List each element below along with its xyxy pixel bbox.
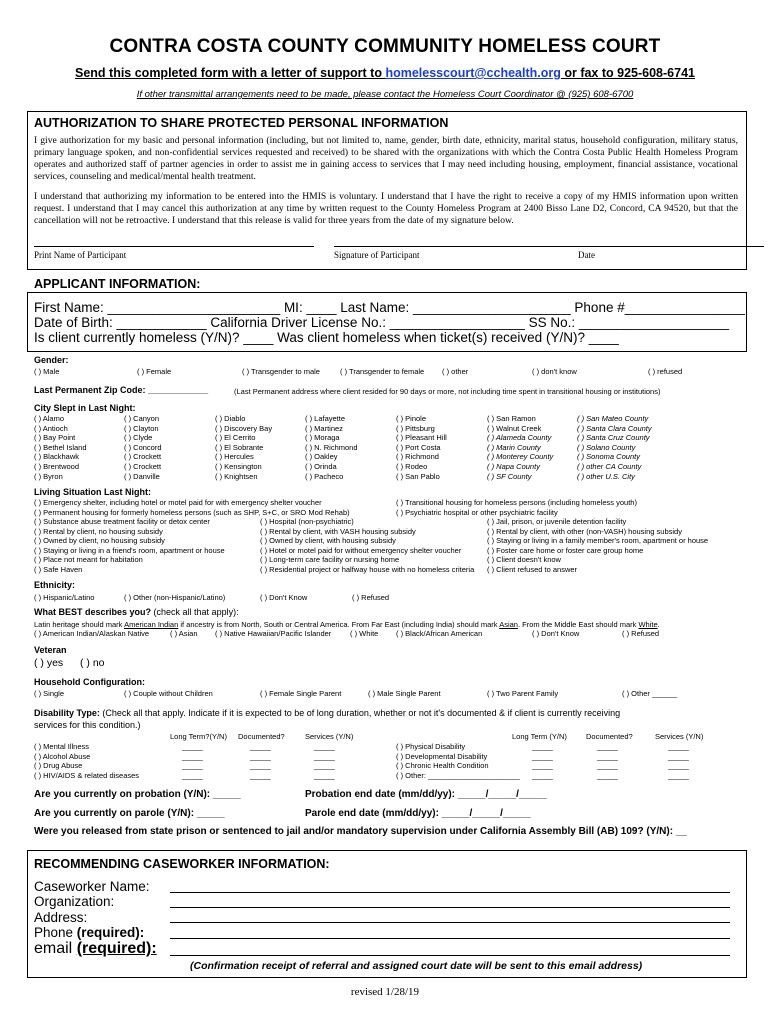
address-line[interactable]	[170, 922, 730, 923]
city-option[interactable]: ( ) Blackhawk	[34, 452, 80, 462]
living-option[interactable]: ( ) Staying or living in a friend's room, apartment or house	[34, 546, 225, 555]
city-option[interactable]: ( ) Napa County	[487, 461, 540, 471]
disability-right-list[interactable]	[396, 742, 520, 780]
living-option[interactable]: ( ) Permanent housing for formerly homeless persons (such as SHP, S+C, or SRO Mod Rehab)	[34, 508, 350, 517]
disability-header-left-long-term: Long Term?(Y/N)	[170, 732, 227, 741]
city-option[interactable]: ( ) El Cerrito	[215, 433, 256, 443]
caseworker-name-line[interactable]	[170, 892, 730, 893]
city-option[interactable]: ( ) Monterey County	[487, 452, 554, 462]
parole-field[interactable]: Are you currently on parole (Y/N): _____	[34, 808, 225, 819]
authorization-title: AUTHORIZATION TO SHARE PROTECTED PERSONAL INFORMATION	[34, 116, 449, 130]
city-option[interactable]: ( ) Walnut Creek	[487, 423, 542, 433]
city-option[interactable]: ( ) Bethel Island	[34, 442, 87, 452]
living-option[interactable]: ( ) Transitional housing for homeless persons (including homeless youth)	[396, 498, 637, 507]
city-option[interactable]: ( ) Pleasant Hill	[396, 433, 447, 443]
disability-option[interactable]: ( ) Drug Abuse	[34, 761, 83, 771]
disability-left-long-term-blanks[interactable]	[182, 742, 203, 780]
gender-option-refused[interactable]: ( ) refused	[648, 367, 683, 376]
city-option[interactable]: ( ) Knightsen	[215, 471, 258, 481]
veteran-yes[interactable]: ( ) yes	[34, 657, 64, 669]
race-note-text: . From the Middle East should mark	[517, 620, 639, 629]
household-option[interactable]: ( ) Male Single Parent	[368, 689, 441, 698]
signature-label: Signature of Participant	[334, 250, 420, 260]
probation-end-field[interactable]: Probation end date (mm/dd/yy): _____/_____/_____	[305, 789, 547, 800]
disability-right-services-blanks[interactable]	[668, 742, 689, 780]
revised-date: revised 1/28/19	[350, 986, 420, 998]
disability-row-1	[34, 708, 620, 718]
city-option[interactable]: ( ) Oakley	[305, 452, 338, 462]
city-column-7[interactable]	[577, 414, 652, 481]
city-column-1[interactable]	[34, 414, 87, 481]
city-option[interactable]: ( ) Byron	[34, 471, 63, 481]
city-option[interactable]: ( ) Pacheco	[305, 471, 344, 481]
city-option[interactable]: ( ) Danville	[124, 471, 160, 481]
blank[interactable]: _____	[668, 770, 689, 780]
print-name-label: Print Name of Participant	[34, 250, 127, 260]
race-option[interactable]: ( ) White	[350, 629, 379, 638]
city-option[interactable]: ( ) San Mateo County	[577, 414, 649, 423]
city-option[interactable]: ( ) Clyde	[124, 433, 153, 443]
email-label	[34, 940, 157, 958]
living-option[interactable]: ( ) Owned by client, no housing subsidy	[34, 536, 165, 545]
print-name-line[interactable]	[34, 246, 314, 247]
race-title: What BEST describes you?	[34, 607, 152, 617]
caseworker-name-label: Caseworker Name:	[34, 879, 150, 894]
disability-option[interactable]: ( ) Developmental Disability	[396, 751, 488, 761]
city-option[interactable]: ( ) Antioch	[34, 423, 68, 433]
city-option[interactable]: ( ) Richmond	[396, 452, 439, 462]
blank[interactable]: _____	[597, 751, 618, 761]
blank[interactable]: _____	[532, 742, 553, 751]
date-line[interactable]	[574, 246, 764, 247]
city-option[interactable]: ( ) Alameda County	[487, 433, 552, 443]
blank[interactable]: _____	[532, 751, 553, 761]
gender-option-male[interactable]: ( ) Male	[34, 367, 60, 376]
phone-required: (required):	[76, 925, 145, 940]
city-title: City Slept in Last Night:	[34, 403, 136, 413]
race-note-text: Latin heritage should mark	[34, 620, 125, 629]
disability-option[interactable]: ( ) Chronic Health Condition	[396, 761, 489, 771]
disability-option[interactable]: ( ) Mental Illness	[34, 742, 90, 751]
probation-field[interactable]: Are you currently on probation (Y/N): _____	[34, 789, 241, 800]
city-option[interactable]: ( ) Port Costa	[396, 442, 441, 452]
living-option[interactable]: ( ) Residential project or halfway house with no homeless criteria	[260, 565, 475, 574]
gender-option-female[interactable]: ( ) Female	[137, 367, 172, 376]
living-option[interactable]: ( ) Rental by client, no housing subsidy	[34, 527, 163, 536]
email-link[interactable]: homelesscourt@cchealth.org	[385, 66, 561, 80]
applicant-title: APPLICANT INFORMATION:	[34, 277, 201, 291]
disability-desc: (Check all that apply. Indicate if it is expected to be of long duration, whether or not it's documented & if client is currently receiving	[99, 708, 621, 718]
blank[interactable]: _____	[250, 770, 271, 780]
parole-end-field[interactable]: Parole end date (mm/dd/yy): _____/_____/_____	[305, 808, 531, 819]
instructions-post: or fax to 925-608-6741	[560, 66, 695, 80]
city-option[interactable]: ( ) Bay Point	[34, 433, 76, 443]
applicant-row-3[interactable]: Is client currently homeless (Y/N)? ____ Was client homeless when ticket(s) received (Y/N)? ____	[34, 330, 619, 345]
coordinator-note: If other transmittal arrangements need to be made, please contact the Homeless Court Coordinator @ (925) 608-6700	[136, 89, 634, 100]
city-option[interactable]: ( ) Hercules	[215, 452, 254, 462]
living-option[interactable]: ( ) Safe Haven	[34, 565, 83, 574]
confirmation-note: (Confirmation receipt of referral and assigned court date will be sent to this email address)	[190, 960, 643, 972]
race-title-note: (check all that apply):	[151, 607, 239, 617]
city-option[interactable]: ( ) Santa Clara County	[577, 423, 652, 433]
disability-left-list[interactable]	[34, 742, 139, 780]
date-label: Date	[578, 250, 595, 260]
gender-option-other[interactable]: ( ) other	[442, 367, 469, 376]
race-option[interactable]: ( ) Native Hawaiian/Pacific Islander	[215, 629, 332, 638]
city-column-2[interactable]	[124, 414, 162, 481]
race-option[interactable]: ( ) Asian	[170, 629, 198, 638]
blank[interactable]: _____	[182, 751, 203, 761]
race-option[interactable]: ( ) Refused	[622, 629, 660, 638]
caseworker-title: RECOMMENDING CASEWORKER INFORMATION:	[34, 857, 330, 871]
form-title: CONTRA COSTA COUNTY COMMUNITY HOMELESS COURT	[109, 36, 661, 57]
living-option[interactable]: ( ) Staying or living in a family member's room, apartment or house	[487, 536, 709, 545]
living-title: Living Situation Last Night:	[34, 487, 151, 497]
race-note-text: if ancestry is from North, South or Central America. From Far East (including India) should mark	[178, 620, 500, 629]
disability-title: Disability Type:	[34, 708, 100, 718]
race-note-text: Asian	[499, 620, 518, 629]
household-option[interactable]: ( ) Female Single Parent	[260, 689, 342, 698]
living-option[interactable]: ( ) Long-term care facility or nursing home	[260, 555, 400, 564]
disability-right-long-term-blanks[interactable]	[532, 742, 553, 780]
disability-desc-2: services for this condition.)	[34, 720, 141, 730]
blank[interactable]: _____	[668, 761, 689, 771]
disability-option[interactable]: ( ) HIV/AIDS & related diseases	[34, 770, 140, 780]
city-option[interactable]: ( ) Pittsburg	[396, 423, 435, 433]
phone-label-text: Phone	[34, 925, 77, 940]
city-option[interactable]: ( ) Kensington	[215, 461, 262, 471]
city-column-3[interactable]	[215, 414, 272, 481]
city-option[interactable]: ( ) Crockett	[124, 461, 162, 471]
organization-line[interactable]	[170, 907, 730, 908]
city-option[interactable]: ( ) Sonoma County	[577, 452, 640, 462]
disability-header-left-documented: Documented?	[238, 732, 285, 741]
living-option[interactable]: ( ) Substance abuse treatment facility or detox center	[34, 517, 210, 526]
applicant-row-2[interactable]: Date of Birth: ____________ California Driver License No.: __________________ SS No.: ____________________	[34, 315, 730, 330]
blank[interactable]: _____	[250, 761, 271, 771]
ab109-field[interactable]: Were you released from state prison or sentenced to jail and/or mandatory supervision under California Assembly Bill (AB) 109? (Y/N): __	[34, 826, 687, 837]
ethnicity-option[interactable]: ( ) Hispanic/Latino	[34, 593, 95, 602]
blank[interactable]: _____	[597, 761, 618, 771]
veteran-no[interactable]: ( ) no	[80, 657, 105, 669]
gender-title: Gender:	[34, 355, 69, 365]
city-option[interactable]: ( ) El Sobrante	[215, 442, 264, 452]
living-option[interactable]: ( ) Client refused to answer	[487, 565, 578, 574]
address-label: Address:	[34, 910, 88, 925]
city-option[interactable]: ( ) Santa Cruz County	[577, 433, 650, 443]
race-note-text: White	[638, 620, 658, 629]
blank[interactable]: _____	[314, 751, 335, 761]
city-option[interactable]: ( ) Solano County	[577, 442, 636, 452]
race-note	[34, 620, 660, 629]
race-title-row	[34, 607, 239, 617]
phone-label	[34, 925, 144, 940]
city-option[interactable]: ( ) Concord	[124, 442, 162, 452]
submission-instructions	[0, 66, 770, 80]
city-option[interactable]: ( ) Alamo	[34, 414, 65, 423]
signature-line[interactable]	[334, 246, 586, 247]
city-option[interactable]: ( ) Canyon	[124, 414, 160, 423]
living-option[interactable]: ( ) Rental by client, with VASH housing subsidy	[260, 527, 416, 536]
disability-option[interactable]: ( ) Physical Disability	[396, 742, 466, 751]
living-option[interactable]: ( ) Jail, prison, or juvenile detention facility	[487, 517, 627, 526]
city-option[interactable]: ( ) Martinez	[305, 423, 343, 433]
gender-option-trans-female[interactable]: ( ) Transgender to female	[340, 367, 425, 376]
city-option[interactable]: ( ) Clayton	[124, 423, 159, 433]
disability-option[interactable]: ( ) Other: ______________________	[396, 770, 520, 780]
living-option[interactable]: ( ) Emergency shelter, including hotel or motel paid for with emergency shelter voucher	[34, 498, 322, 507]
blank[interactable]: _____	[597, 770, 618, 780]
city-option[interactable]: ( ) SF County	[487, 471, 532, 481]
gender-option-trans-male[interactable]: ( ) Transgender to male	[242, 367, 320, 376]
blank[interactable]: _____	[250, 742, 271, 751]
authorization-paragraph-1: I give authorization for my basic and personal information (including, but not limited to, name, gender, birth date, ethnicity, marital status, household configuration, military status, primary language spoken, and non-confidential services requested and received) to be shared with the organizations with which the Contra Costa Public Health Homeless Program operates and authorized staff of partner agencies in order to assist me in gaining access to services that I may need including housing, employment, financial assistance, vocational services, counseling and medical/mental health treatment.	[34, 135, 738, 182]
gender-option-dont-know[interactable]: ( ) don't know	[532, 367, 577, 376]
living-option[interactable]: ( ) Hospital (non-psychiatric)	[260, 517, 354, 526]
living-option[interactable]: ( ) Foster care home or foster care group home	[487, 546, 644, 555]
email-line[interactable]	[170, 955, 730, 956]
applicant-row-1[interactable]: First Name: _______________________ MI: ____ Last Name: _____________________ Phone #________________	[34, 300, 745, 315]
household-option[interactable]: ( ) Single	[34, 689, 65, 698]
city-option[interactable]: ( ) San Ramon	[487, 414, 536, 423]
living-option[interactable]: ( ) Client doesn't know	[487, 555, 561, 564]
city-option[interactable]: ( ) Discovery Bay	[215, 423, 273, 433]
disability-right-documented-blanks[interactable]	[597, 742, 618, 780]
disability-header-right-documented: Documented?	[586, 732, 633, 741]
disability-left-services-blanks[interactable]	[314, 742, 335, 780]
living-option[interactable]: ( ) Hotel or motel paid for without emergency shelter voucher	[260, 546, 462, 555]
household-option[interactable]: ( ) Couple without Children	[124, 689, 213, 698]
household-option[interactable]: ( ) Two Parent Family	[487, 689, 559, 698]
city-option[interactable]: ( ) Rodeo	[396, 461, 428, 471]
disability-header-right-long-term: Long Term (Y/N)	[512, 732, 567, 741]
city-option[interactable]: ( ) Marin County	[487, 442, 541, 452]
email-label-text: email	[34, 940, 77, 957]
veteran-title: Veteran	[34, 645, 67, 655]
blank[interactable]: _____	[314, 770, 335, 780]
blank[interactable]: _____	[314, 761, 335, 771]
living-option[interactable]: ( ) Psychiatric hospital or other psychiatric facility	[396, 508, 558, 517]
disability-header-left-services: Services (Y/N)	[305, 732, 354, 741]
race-note-text: .	[657, 620, 660, 629]
city-option[interactable]: ( ) San Pablo	[396, 471, 440, 481]
race-note-text: American Indian	[124, 620, 179, 629]
city-column-5[interactable]	[396, 414, 447, 481]
city-option[interactable]: ( ) Crockett	[124, 452, 162, 462]
city-option[interactable]: ( ) Lafayette	[305, 414, 346, 423]
authorization-paragraph-2: I understand that authorizing my information to be entered into the HMIS is voluntary. I understand that I have the right to receive a copy of my HMIS information upon written request. I understand that I may cancel this authorization at any time by written request to the County Homeless Program at 2400 Bisso Lane D2, Concord, CA 94520, but that the cancellation will not be retroactive. I understand that this release is valid for three years from the date of my signature below.	[34, 191, 738, 226]
race-option[interactable]: ( ) Don't Know	[532, 629, 580, 638]
blank[interactable]: _____	[668, 742, 689, 751]
city-option[interactable]: ( ) Pinole	[396, 414, 427, 423]
city-option[interactable]: ( ) Diablo	[215, 414, 246, 423]
instructions-pre: Send this completed form with a letter of support to	[75, 66, 386, 80]
disability-header-right-services: Services (Y/N)	[655, 732, 704, 741]
city-option[interactable]: ( ) N. Richmond	[305, 442, 358, 452]
blank[interactable]: _____	[182, 742, 203, 751]
blank[interactable]: _____	[182, 761, 203, 771]
city-option[interactable]: ( ) Orinda	[305, 461, 337, 471]
living-option[interactable]: ( ) Owned by client, with housing subsidy	[260, 536, 396, 545]
blank[interactable]: _____	[532, 770, 553, 780]
blank[interactable]: _____	[250, 751, 271, 761]
city-option[interactable]: ( ) Moraga	[305, 433, 340, 443]
blank[interactable]: _____	[314, 742, 335, 751]
household-title: Household Configuration:	[34, 677, 145, 687]
phone-line[interactable]	[170, 938, 730, 939]
zip-note: (Last Permanent address where client resided for 90 days or more, not including time spent in transitional housing or institutions)	[234, 387, 661, 396]
organization-label: Organization:	[34, 894, 115, 909]
blank[interactable]: _____	[532, 761, 553, 771]
living-option[interactable]: ( ) Place not meant for habitation	[34, 555, 143, 564]
blank[interactable]: _____	[182, 770, 203, 780]
city-option[interactable]: ( ) other U.S. City	[577, 471, 635, 481]
city-column-6[interactable]	[487, 414, 553, 481]
disability-option[interactable]: ( ) Alcohol Abuse	[34, 751, 91, 761]
ethnicity-option[interactable]: ( ) Don't Know	[260, 593, 308, 602]
city-column-4[interactable]	[305, 414, 358, 481]
city-option[interactable]: ( ) other CA County	[577, 461, 642, 471]
ethnicity-option[interactable]: ( ) Other (non-Hispanic/Latino)	[124, 593, 226, 602]
blank[interactable]: _____	[668, 751, 689, 761]
race-option[interactable]: ( ) American Indian/Alaskan Native	[34, 629, 150, 638]
ethnicity-option[interactable]: ( ) Refused	[352, 593, 390, 602]
city-option[interactable]: ( ) Brentwood	[34, 461, 80, 471]
household-option[interactable]: ( ) Other ______	[622, 689, 678, 698]
living-option[interactable]: ( ) Rental by client, with other (non-VASH) housing subsidy	[487, 527, 682, 536]
blank[interactable]: _____	[597, 742, 618, 751]
zip-label[interactable]: Last Permanent Zip Code: ____________	[34, 385, 209, 395]
ethnicity-title: Ethnicity:	[34, 580, 76, 590]
email-required: (required):	[76, 940, 157, 957]
disability-left-documented-blanks[interactable]	[250, 742, 271, 780]
race-option[interactable]: ( ) Black/African American	[396, 629, 483, 638]
